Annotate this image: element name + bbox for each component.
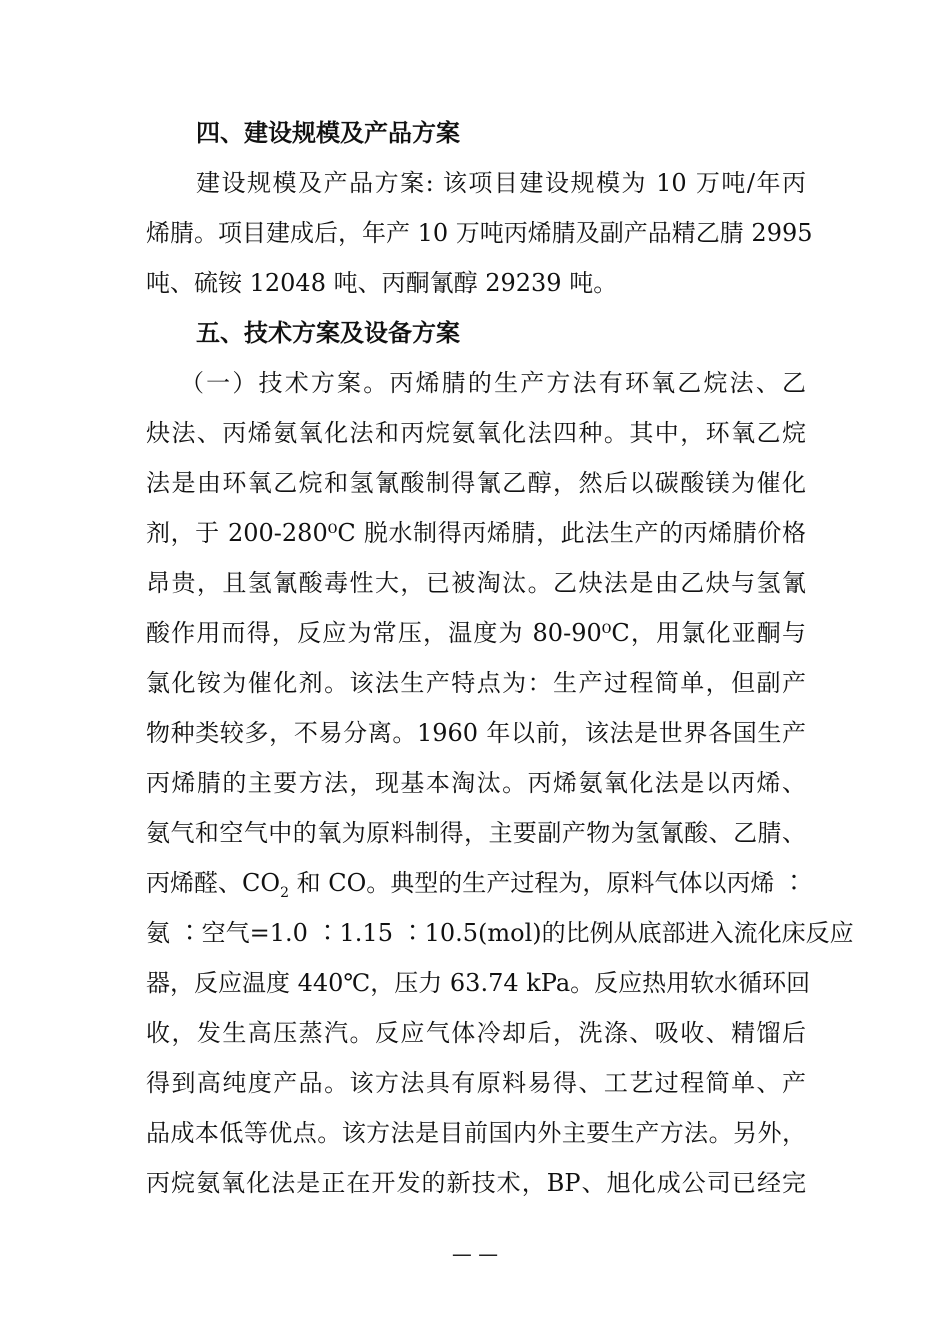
paragraph-line: 炔法、丙烯氨氧化法和丙烷氨氧化法四种。其中，环氧乙烷 (146, 419, 806, 447)
paragraph-line: 酸作用而得，反应为常压，温度为 80-90⁰C，用氯化亚酮与 (146, 619, 806, 647)
page-number-marker: — — (451, 1242, 499, 1266)
paragraph-line: 收，发生高压蒸汽。反应气体冷却后，洗涤、吸收、精馏后 (146, 1019, 806, 1047)
section-heading-technology: 五、技术方案及设备方案 (196, 319, 460, 347)
co2-text-before: 丙烯醛、CO (146, 869, 281, 897)
paragraph-line: 丙烷氨氧化法是正在开发的新技术，BP、旭化成公司已经完 (146, 1169, 806, 1197)
paragraph-line: 吨、硫铵 12048 吨、丙酮氰醇 29239 吨。 (146, 269, 618, 297)
paragraph-line: 昂贵，且氢氰酸毒性大，已被淘汰。乙炔法是由乙炔与氢氰 (146, 569, 806, 597)
paragraph-line: 丙烯腈的主要方法，现基本淘汰。丙烯氨氧化法是以丙烯、 (146, 769, 806, 797)
paragraph-line: （一）技术方案。丙烯腈的生产方法有环氧乙烷法、乙 (180, 369, 806, 397)
paragraph-line: 器，反应温度 440℃，压力 63.74 kPa。反应热用软水循环回 (146, 969, 811, 997)
paragraph-line: 物种类较多，不易分离。1960 年以前，该法是世界各国生产 (146, 719, 806, 747)
paragraph-line: 烯腈。项目建成后，年产 10 万吨丙烯腈及副产品精乙腈 2995 (146, 219, 813, 247)
paragraph-line-co2 (146, 868, 806, 901)
paragraph-line: 建设规模及产品方案: 该项目建设规模为 10 万吨/年丙 (196, 169, 806, 197)
paragraph-line: 剂，于 200-280⁰C 脱水制得丙烯腈，此法生产的丙烯腈价格 (146, 519, 806, 547)
paragraph-line: 氨气和空气中的氧为原料制得，主要副产物为氢氰酸、乙腈、 (146, 819, 806, 847)
paragraph-line: 得到高纯度产品。该方法具有原料易得、工艺过程简单、产 (146, 1069, 806, 1097)
paragraph-line: 品成本低等优点。该方法是目前国内外主要生产方法。另外， (146, 1119, 806, 1147)
paragraph-line: 氨 ∶空气=1.0 ∶1.15 ∶10.5(mol)的比例从底部进入流化床反应 (146, 919, 854, 947)
section-heading-scale: 四、建设规模及产品方案 (196, 119, 460, 147)
paragraph-line: 法是由环氧乙烷和氢氰酸制得氰乙醇，然后以碳酸镁为催化 (146, 469, 806, 497)
co2-text-after: 和 CO。典型的生产过程为，原料气体以丙烯 ∶ (288, 869, 806, 897)
paragraph-line: 氯化铵为催化剂。该法生产特点为：生产过程简单，但副产 (146, 669, 806, 697)
co2-subscript: 2 (280, 885, 289, 901)
